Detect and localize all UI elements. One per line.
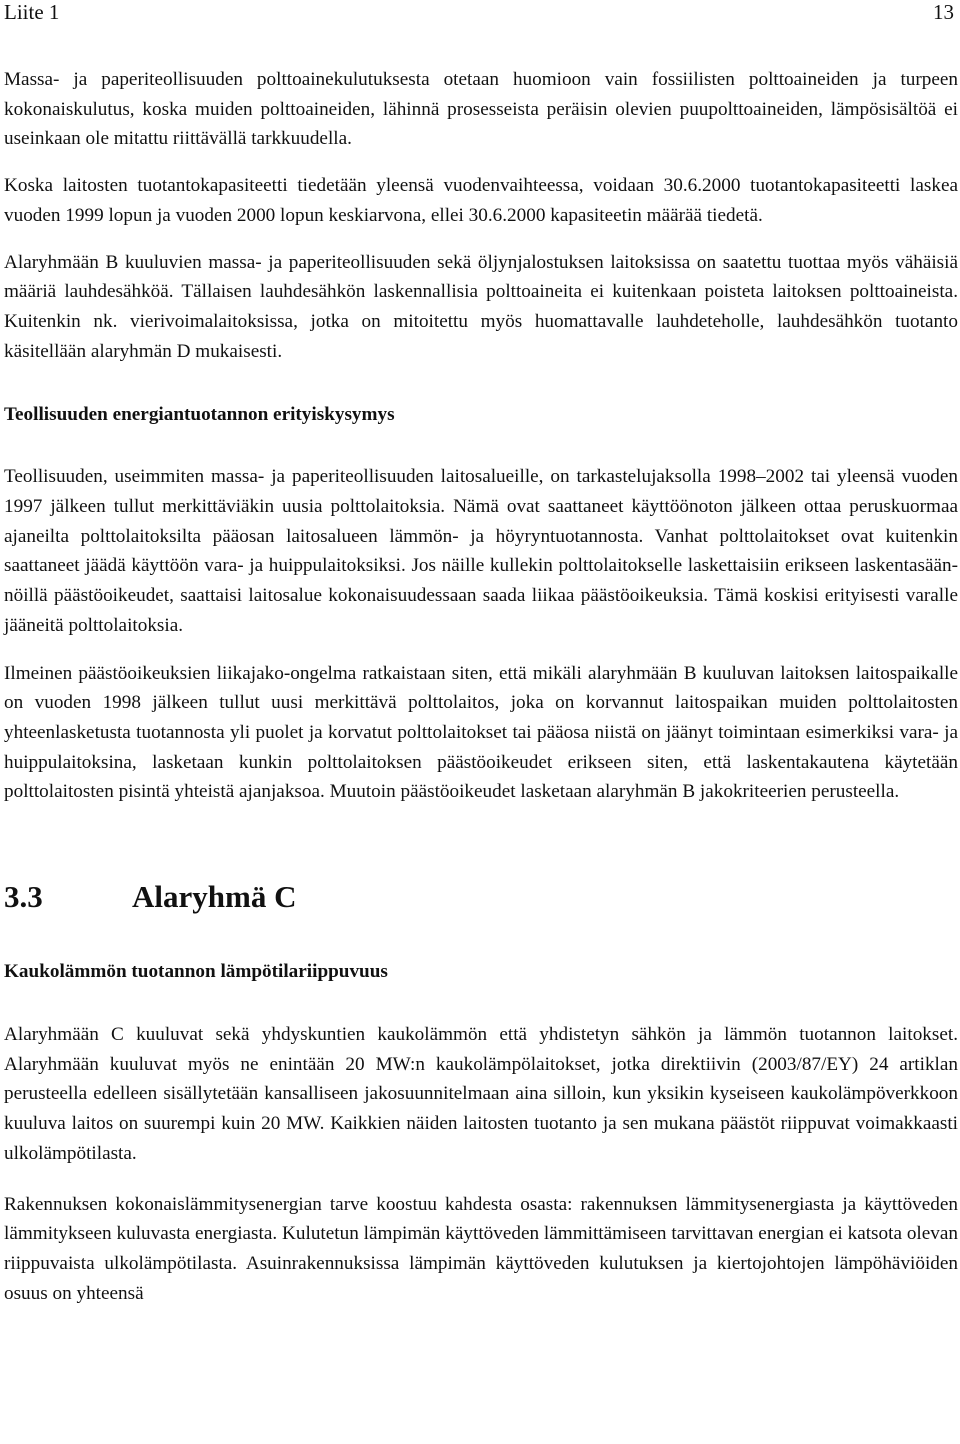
appendix-label: Liite 1: [4, 0, 60, 24]
section-title: Alaryhmä C: [132, 879, 297, 915]
subheading-district-heating: Kaukolämmön tuotannon lämpötilariippuvuus: [4, 961, 388, 983]
page-content: [4, 65, 958, 1308]
section-heading: [4, 877, 958, 917]
paragraph-condensing-power: Alaryhmään B kuuluvien massa- ja paperiteollisuuden sekä öljynjalostuksen laitoksissa on saatettu tuottaa myös vähäisiä määriä lauhdesähköä. Tällaisen lauhdesähkön laskennallisia polttoaineita ei kuitenkaan poisteta laitoksen polttoaineista. Kuitenkin nk. vierivoimalaitoksissa, jotka on mitoitettu myös huomattavalle lauhdeteholle, lauhdesähkön tuotanto käsitellään alaryhmän D mukaisesti.: [4, 251, 958, 362]
paragraph-new-plants: Teollisuuden, useimmiten massa- ja paperiteollisuuden laitosalueille, on tarkastelujaksolla 1998–2002 tai yleensä vuoden 1997 jälkeen tullut merkittäviäkin uusia polttolaitoksia. Nämä ovat saattaneet käyttöönoton jälkeen ottaa peruskuormaa ajaneilta polttolaitoksilta pääosan laitosalueen lämmön- ja höyryntuotannosta. Vanhat polttolaitokset ovat kuitenkin saattaneet jäädä käyttöön vara- ja huippulaitoksiksi. Jos näille kullekin polttolaitokselle laskettaisiin erikseen laskentasäännöillä päästöoikeudet, saattaisi laitosalue kokonaisuudessaan saada liikaa päästöoikeuksia. Tämä koskisi erityisesti varalle jääneitä polttolaitoksia.: [4, 466, 958, 636]
paragraph-heating-energy: Rakennuksen kokonaislämmitysenergian tarve koostuu kahdesta osasta: rakennuksen lämmitysenergiasta ja käyttöveden lämmitykseen kuluvasta energiasta. Kulutetun lämpimän käyttöveden lämmittämiseen tarvittavan energian ei katsota olevan riippuvaista ulkolämpötilasta. Asuinrakennuksissa lämpimän käyttöveden kulutuksen ja kiertojohtojen lämpöhäviöiden osuus on yhteensä: [4, 1193, 958, 1304]
paragraph-subgroup-c: Alaryhmään C kuuluvat sekä yhdyskuntien kaukolämmön että yhdistetyn sähkön ja lämmön tuotannon laitokset. Alaryhmään kuuluvat myös ne enintään 20 MW:n kaukolämpölaitokset, jotka direktiivin (2003/87/EY) 24 artiklan perusteella edelleen sisällytetään kansalliseen jakosuunnitelmaan aina silloin, kun yksikin kyseiseen kaukolämpöverkkoon kuuluva laitos on suurempi kuin 20 MW. Kaikkien näiden laitosten tuotanto ja sen mukana päästöt riippuvat voimakkaasti ulkolämpötilasta.: [4, 1024, 958, 1164]
paragraph-over-allocation: Ilmeinen päästöoikeuksien liikajako-ongelma ratkaistaan siten, että mikäli alaryhmään B kuuluvan laitoksen laitospaikalle on vuoden 1998 jälkeen tullut uusi merkittävä polttolaitos, joka on korvannut laitospaikan muiden polttolaitosten yhteenlasketusta tuotannosta yli puolet ja korvatut polttolaitokset tai pääosa niistä on jäänyt toimintaan esimerkiksi vara- ja huippulaitoksina, lasketaan kunkin polttolaitoksen päästöoikeudet erikseen siten, että laskentakautena käytetään polttolaitosten pisintä yhteistä ajanjaksoa. Muutoin päästöoikeudet lasketaan alaryhmän B jakokriteerien perusteella.: [4, 662, 958, 803]
paragraph-capacity: Koska laitosten tuotantokapasiteetti tiedetään yleensä vuodenvaihteessa, voidaan 30.6.2000 tuotantokapasiteetti laskea vuoden 1999 lopun ja vuoden 2000 lopun keskiarvona, ellei 30.6.2000 kapasiteetin määrää tiedetä.: [4, 175, 958, 226]
subheading-industry-energy: Teollisuuden energiantuotannon erityiskysymys: [4, 404, 395, 426]
page-header: [4, 0, 954, 30]
page-number: 13: [933, 0, 954, 24]
paragraph-fuel-consumption: Massa- ja paperiteollisuuden polttoainekulutuksesta otetaan huomioon vain fossiilisten polttoaineiden ja turpeen kokonaiskulutus, koska muiden polttoaineiden, lähinnä prosesseista peräisin olevien puupolttoaineiden, lämpösisältöä ei useinkaan ole mitattu riittävällä tarkkuudella.: [4, 69, 958, 150]
section-number: 3.3: [4, 879, 43, 915]
